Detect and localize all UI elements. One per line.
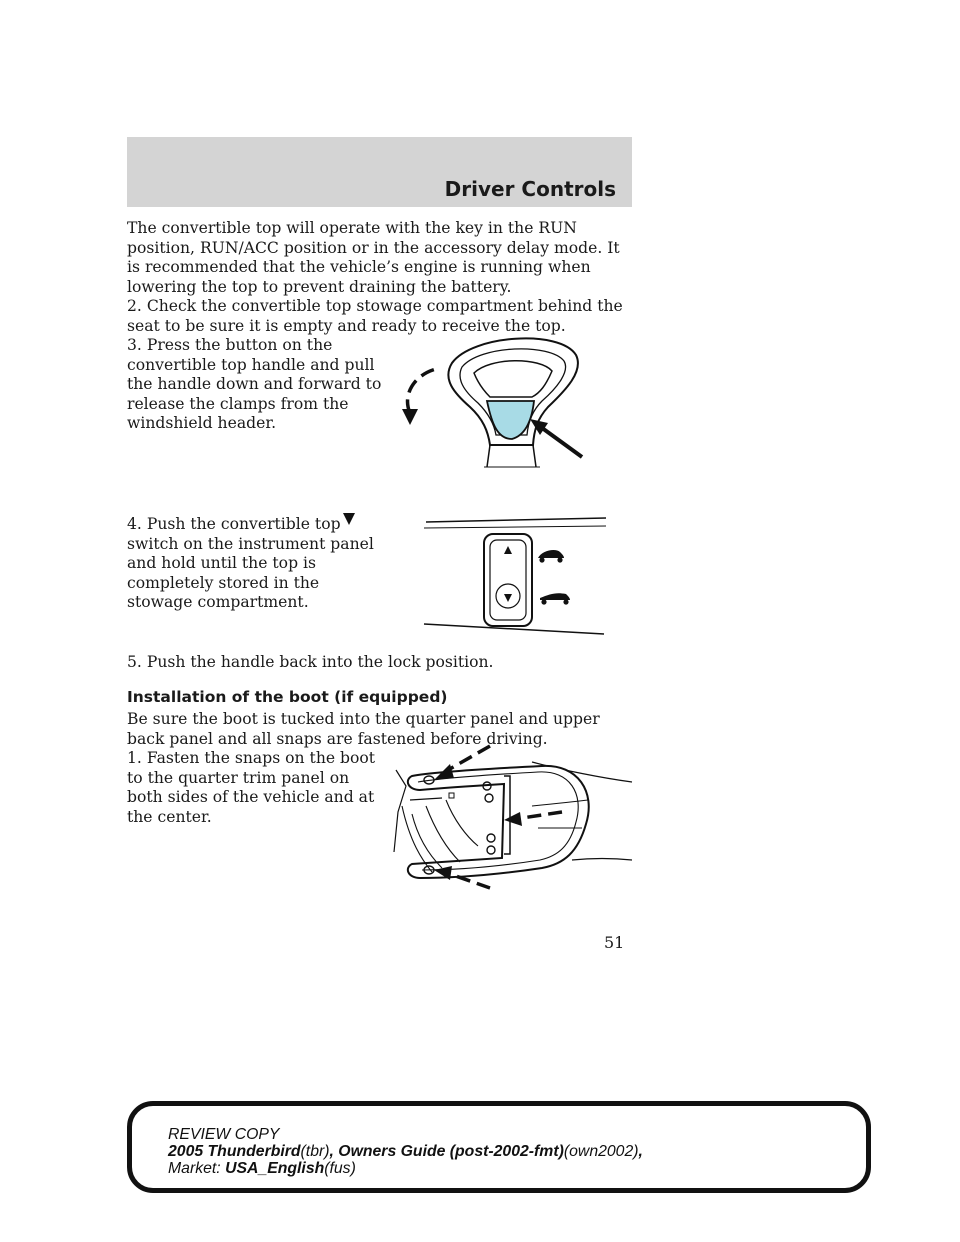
section-title: Driver Controls (444, 177, 616, 201)
model-code: (tbr) (300, 1143, 330, 1160)
review-copy-text (168, 1126, 643, 1177)
step-4-text-start: 4. Push the convertible top (127, 515, 341, 533)
convertible-top-switch-illustration (420, 512, 610, 642)
intro-paragraph: The convertible top will operate with the key in the RUN position, RUN/ACC position or in the accessory delay mode. It is recommended that the vehicle’s engine is running when lowering the top to prevent draining the battery. (127, 219, 620, 296)
boot-heading: Installation of the boot (if equipped) (127, 688, 448, 706)
review-copy-box (127, 1101, 871, 1193)
step-4-paragraph (127, 513, 382, 613)
boot-intro-paragraph: Be sure the boot is tucked into the quarter panel and upper back panel and all snaps are fastened before driving. (127, 710, 600, 748)
down-arrow-icon (343, 513, 355, 525)
model-name: 2005 Thunderbird (168, 1143, 301, 1160)
review-copy-label: REVIEW COPY (168, 1126, 280, 1143)
guide-code: (own2002) (563, 1143, 639, 1160)
guide-name: Owners Guide (post-2002-fmt) (338, 1143, 564, 1160)
separator-2: , (638, 1143, 643, 1160)
boot-snaps-illustration (392, 742, 634, 892)
step-5-paragraph: 5. Push the handle back into the lock position. (127, 653, 494, 671)
step-3-paragraph: 3. Press the button on the convertible top handle and pull the handle down and forward to release the clamps from the windshield header. (127, 336, 382, 432)
market-label: Market: (168, 1160, 226, 1177)
boot-step-1-paragraph: 1. Fasten the snaps on the boot to the quarter trim panel on both sides of the vehicle and at the center. (127, 749, 376, 826)
header-band (127, 137, 632, 207)
market-name: USA_English (225, 1160, 325, 1177)
separator-1: , (329, 1143, 339, 1160)
market-code: (fus) (324, 1160, 356, 1177)
page-number: 51 (604, 933, 625, 952)
convertible-top-handle-illustration (400, 335, 600, 485)
step-4-text-rest: switch on the instrument panel and hold until the top is completely stored in the stowage compartment. (127, 534, 374, 611)
step-2-paragraph: 2. Check the convertible top stowage compartment behind the seat to be sure it is empty and ready to receive the top. (127, 297, 623, 335)
